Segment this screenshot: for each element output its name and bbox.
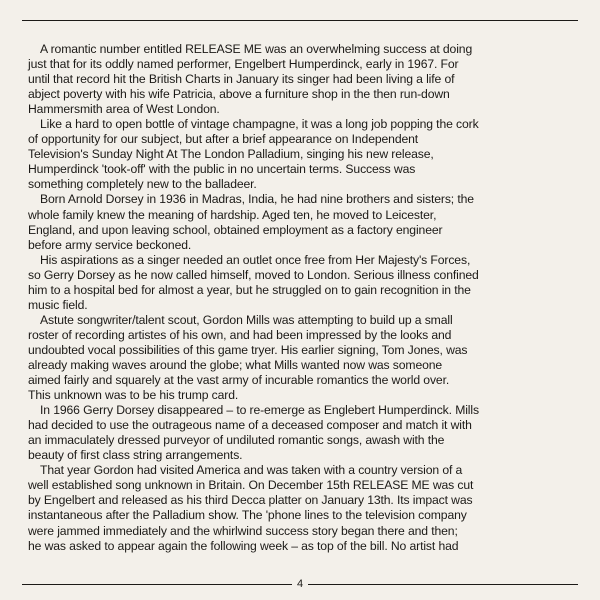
text-line: Born Arnold Dorsey in 1936 in Madras, India, he had nine brothers and sisters; the — [40, 192, 474, 207]
text-line: Like a hard to open bottle of vintage champagne, it was a long job popping the cork — [40, 117, 479, 132]
footer-rule-left — [22, 584, 292, 585]
text-line: until that record hit the British Charts in January its singer had been living a life of — [28, 72, 455, 87]
text-line: whole family knew the meaning of hardship. Aged ten, he moved to Leicester, — [28, 207, 437, 222]
text-line: music field. — [28, 297, 88, 312]
paragraph-3 — [28, 192, 574, 252]
text-line: aimed fairly and squarely at the vast army of incurable romantics the world over. — [28, 373, 450, 388]
paragraph-6 — [28, 403, 574, 463]
paragraph-7 — [28, 463, 574, 553]
top-rule — [22, 20, 578, 21]
text-line: beauty of first class string arrangements. — [28, 448, 243, 463]
text-line: by Engelbert and released as his third Decca platter on January 13th. Its impact was — [28, 493, 473, 508]
paragraph-2 — [28, 117, 574, 192]
text-line: Television's Sunday Night At The London Palladium, singing his new release, — [28, 147, 434, 162]
text-line: had decided to use the outrageous name of a deceased composer and match it with — [28, 418, 472, 433]
paragraph-4 — [28, 253, 574, 313]
text-line: were jammed immediately and the whirlwind success story began there and then; — [28, 523, 458, 538]
footer-rule-right — [308, 584, 578, 585]
text-line: Hammersmith area of West London. — [28, 102, 220, 117]
text-line: His aspirations as a singer needed an outlet once free from Her Majesty's Forces, — [40, 252, 471, 267]
text-line: an immaculately dressed purveyor of undiluted romantic songs, awash with the — [28, 433, 445, 448]
text-line: so Gerry Dorsey as he now called himself, moved to London. Serious illness confined — [28, 267, 479, 282]
text-line: him to a hospital bed for almost a year, but he struggled on to gain recognition in the — [28, 282, 471, 297]
text-line: This unknown was to be his trump card. — [28, 388, 239, 403]
text-line: England, and upon leaving school, obtained employment as a factory engineer — [28, 222, 443, 237]
text-line: he was asked to appear again the following week – as top of the bill. No artist had — [28, 538, 459, 553]
text-line: That year Gordon had visited America and was taken with a country version of a — [40, 463, 463, 478]
text-line: A romantic number entitled RELEASE ME was an overwhelming success at doing — [40, 42, 473, 56]
paragraph-5 — [28, 313, 574, 403]
text-line: something completely new to the balladeer. — [28, 177, 257, 192]
article-body — [28, 42, 574, 554]
text-line: Astute songwriter/talent scout, Gordon Mills was attempting to build up a small — [40, 312, 453, 327]
text-line: abject poverty with his wife Patricia, above a furniture shop in the then run-down — [28, 87, 450, 102]
text-line: just that for its oddly named performer, Engelbert Humperdinck, early in 1967. For — [28, 57, 459, 72]
text-line: roster of recording artistes of his own, and had been impressed by the looks and — [28, 327, 452, 342]
page-footer — [22, 577, 578, 591]
text-line: already making waves around the globe; what Mills wanted now was someone — [28, 357, 443, 372]
text-line: undoubted vocal possibilities of this game tryer. His earlier signing, Tom Jones, was — [28, 342, 468, 357]
text-line: of opportunity for our subject, but after a brief appearance on Independent — [28, 132, 419, 147]
text-line: before army service beckoned. — [28, 237, 192, 252]
page-number: 4 — [296, 578, 304, 590]
text-line: instantaneous after the Palladium show. The 'phone lines to the television company — [28, 508, 467, 523]
text-line: well established song unknown in Britain. On December 15th RELEASE ME was cut — [28, 478, 474, 493]
text-line: In 1966 Gerry Dorsey disappeared – to re-emerge as Englebert Humperdinck. Mills — [40, 403, 479, 418]
text-line: Humperdinck 'took-off' with the public in no uncertain terms. Success was — [28, 162, 416, 177]
paragraph-1 — [28, 42, 574, 117]
